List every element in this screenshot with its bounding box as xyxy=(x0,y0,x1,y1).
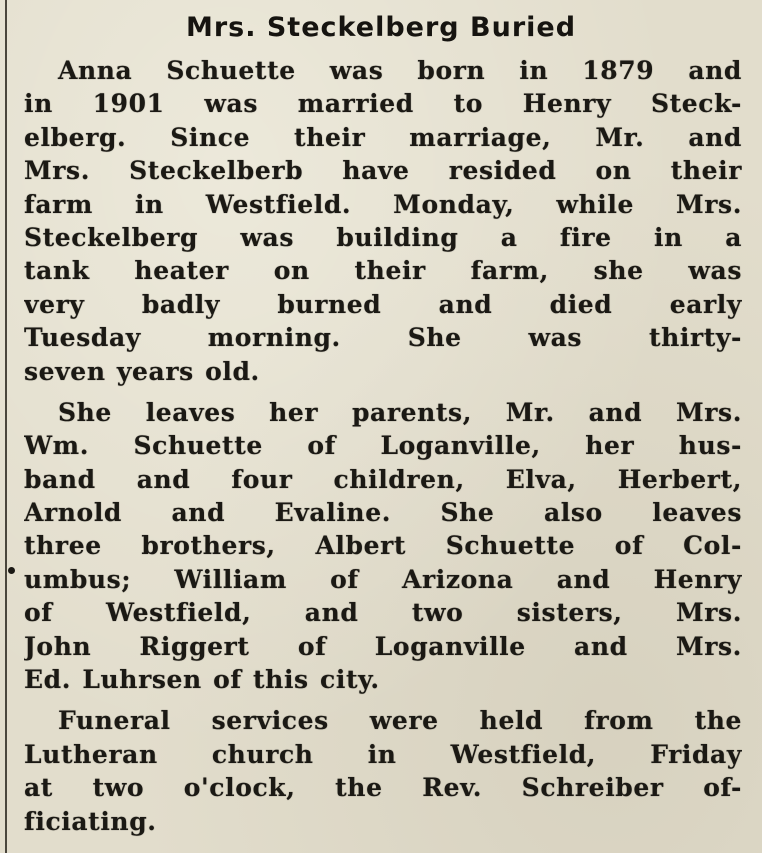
column-rule xyxy=(5,0,7,853)
ink-speck xyxy=(8,567,15,574)
article-line: tank heater on their farm, she was xyxy=(24,256,742,286)
article-line: Arnold and Evaline. She also leaves xyxy=(24,498,742,528)
headline: Mrs. Steckelberg Buried xyxy=(185,12,577,43)
article-line: Steckelberg was building a fire in a xyxy=(24,222,742,252)
article-line: Wm. Schuette of Loganville, her hus- xyxy=(24,431,742,461)
article-line: three brothers, Albert Schuette of Col- xyxy=(24,531,742,561)
article-line: elberg. Since their marriage, Mr. and xyxy=(24,122,742,152)
article-line: in 1901 was married to Henry Steck- xyxy=(24,89,742,119)
article-line: band and four children, Elva, Herbert, xyxy=(24,464,742,494)
article-line: ficiating. xyxy=(24,806,157,836)
article-line: Lutheran church in Westfield, Friday xyxy=(24,739,742,769)
article-line: at two o'clock, the Rev. Schreiber of- xyxy=(24,773,742,803)
article-line: farm in Westfield. Monday, while Mrs. xyxy=(24,189,742,219)
article-line: of Westfield, and two sisters, Mrs. xyxy=(24,598,742,628)
article-body xyxy=(24,54,742,838)
article-line: Anna Schuette was born in 1879 and xyxy=(58,56,742,85)
article-line: Tuesday morning. She was thirty- xyxy=(24,323,742,353)
article-line: She leaves her parents, Mr. and Mrs. xyxy=(58,397,742,427)
article-line: umbus; William of Arizona and Henry xyxy=(24,564,742,594)
article-line: Ed. Luhrsen of this city. xyxy=(24,665,380,695)
article-line: Mrs. Steckelberb have resided on their xyxy=(24,156,742,186)
article-line: very badly burned and died early xyxy=(24,289,742,319)
article-line: John Riggert of Loganville and Mrs. xyxy=(24,631,742,661)
article-line: seven years old. xyxy=(24,356,260,386)
article-line: Funeral services were held from the xyxy=(58,706,742,736)
